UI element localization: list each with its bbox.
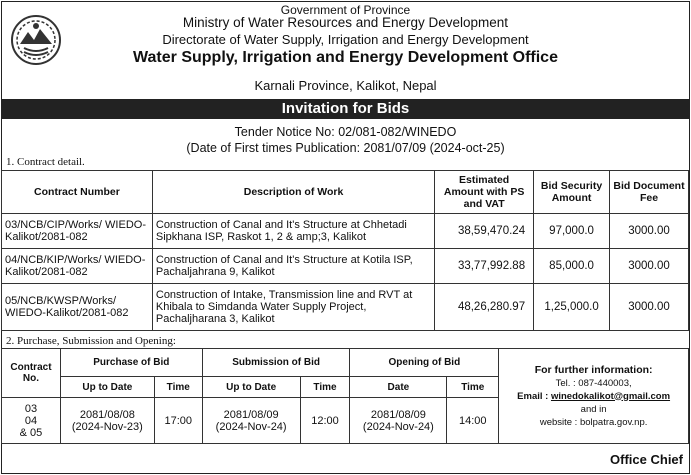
bid-security: 1,25,000.0: [534, 284, 610, 331]
header-purchase: Purchase of Bid: [60, 349, 202, 377]
document-fee: 3000.00: [610, 284, 689, 331]
office-chief-signatory: Office Chief: [610, 452, 683, 467]
info-title: For further information:: [534, 363, 653, 376]
header-description: Description of Work: [152, 171, 434, 214]
table-row: [2, 249, 689, 284]
info-website[interactable]: website : bolpatra.gov.np.: [539, 416, 648, 428]
header-directorate: Directorate of Water Supply, Irrigation and Energy Development: [162, 32, 529, 47]
section-contract-detail: 1. Contract detail.: [6, 156, 85, 168]
purchase-date: [60, 398, 154, 444]
table-row: [2, 284, 689, 331]
submission-date-bs: 2081/08/09: [223, 408, 279, 421]
header-government: Government of Province: [280, 3, 411, 17]
info-email-label: Email :: [517, 390, 549, 402]
header-opening-date: Date: [350, 377, 447, 398]
table-row: [2, 214, 689, 249]
bid-security: 97,000.0: [534, 214, 610, 249]
work-description: Construction of Intake, Transmission line and RVT at Khibala to Simdanda Water Supply Project, Pachaljharana 3, Kalikot: [152, 284, 434, 331]
header-submission: Submission of Bid: [202, 349, 350, 377]
email-link[interactable]: winedokalikot@gmail.com: [550, 390, 671, 402]
opening-date-ad: (2024-Nov-24): [362, 420, 434, 433]
submission-time: 12:00: [300, 398, 350, 444]
contract-number: 04/NCB/KIP/Works/ WIEDO-Kalikot/2081-082: [2, 249, 153, 284]
tender-notice-number: Tender Notice No: 02/081-082/WINEDO: [234, 125, 457, 139]
header-estimated-amount: Estimated Amount with PS and VAT: [435, 171, 534, 214]
header-submission-time: Time: [300, 377, 350, 398]
estimated-amount: 38,59,470.24: [435, 214, 534, 249]
header-document-fee: Bid Document Fee: [610, 171, 689, 214]
header-submission-date: Up to Date: [202, 377, 300, 398]
opening-date: [350, 398, 447, 444]
header-office: Water Supply, Irrigation and Energy Development Office: [133, 49, 558, 66]
further-information: [499, 349, 689, 444]
header-ministry: Ministry of Water Resources and Energy Development: [182, 15, 509, 30]
contract-05: & 05: [19, 426, 43, 439]
header-contract-number: Contract Number: [2, 171, 153, 214]
opening-time: 14:00: [447, 398, 499, 444]
contract-number: 03/NCB/CIP/Works/ WIEDO-Kalikot/2081-082: [2, 214, 153, 249]
invitation-banner: Invitation for Bids: [1, 99, 690, 119]
header-purchase-time: Time: [154, 377, 202, 398]
submission-date-ad: (2024-Nov-24): [215, 420, 287, 433]
submission-date: [202, 398, 300, 444]
document-fee: 3000.00: [610, 214, 689, 249]
document-fee: 3000.00: [610, 249, 689, 284]
work-description: Construction of Canal and It's Structure at Chhetadi Sipkhana ISP, Raskot 1, 2 & amp;3, Kalikot: [152, 214, 434, 249]
contract-numbers: [2, 398, 61, 444]
info-email-line: [502, 390, 685, 403]
estimated-amount: 48,26,280.97: [435, 284, 534, 331]
contract-table: [1, 170, 689, 331]
header-contract-no: Contract No.: [2, 349, 61, 398]
contract-number: 05/NCB/KWSP/Works/ WIEDO-Kalikot/2081-082: [2, 284, 153, 331]
section-purchase-submission: 2. Purchase, Submission and Opening:: [6, 335, 176, 347]
header-location: Karnali Province, Kalikot, Nepal: [254, 78, 437, 93]
contract-03: 03: [24, 402, 38, 415]
header-purchase-date: Up to Date: [60, 377, 154, 398]
schedule-table: [1, 348, 689, 444]
purchase-date-ad: (2024-Nov-23): [71, 420, 143, 433]
bid-security: 85,000.0: [534, 249, 610, 284]
estimated-amount: 33,77,992.88: [435, 249, 534, 284]
header-bid-security: Bid Security Amount: [534, 171, 610, 214]
publication-date: (Date of First times Publication: 2081/07/09 (2024-oct-25): [186, 141, 505, 155]
header-opening-time: Time: [447, 377, 499, 398]
opening-date-bs: 2081/08/09: [370, 408, 426, 421]
contract-04: 04: [24, 414, 38, 427]
purchase-time: 17:00: [154, 398, 202, 444]
purchase-date-bs: 2081/08/08: [79, 408, 135, 421]
header-opening: Opening of Bid: [350, 349, 499, 377]
info-and-in: and in: [580, 403, 607, 415]
work-description: Construction of Canal and It's Structure at Kotila ISP, Pachaljahrana 9, Kalikot: [152, 249, 434, 284]
info-telephone: Tel. : 087-440003,: [555, 377, 632, 389]
